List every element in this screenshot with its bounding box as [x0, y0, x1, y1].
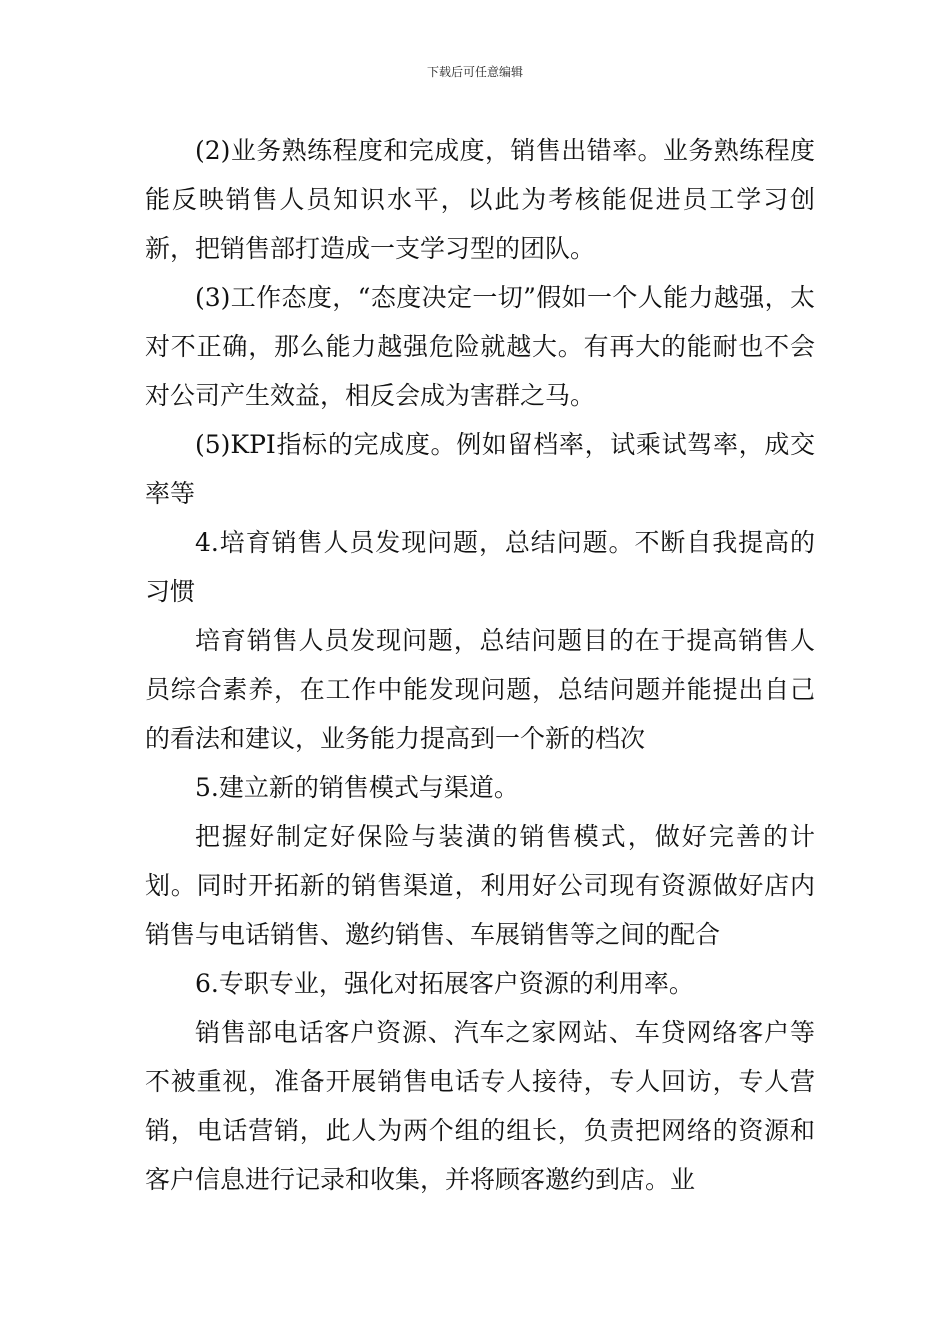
paragraph-cultivate-staff: 培育销售人员发现问题，总结问题目的在于提高销售人员综合素养，在工作中能发现问题，总结问题并能提出自己的看法和建议，业务能力提高到一个新的档次	[145, 626, 815, 753]
paragraph-customer-resources: 销售部电话客户资源、汽车之家网站、车贷网络客户等不被重视，准备开展销售电话专人接待，专人回访，专人营销，电话营销，此人为两个组的组长，负责把网络的资源和客户信息进行记录和收集，并将顾客邀约到店。业	[145, 1018, 815, 1194]
paragraph-kpi-completion: (5)KPI指标的完成度。例如留档率，试乘试驾率，成交率等	[145, 430, 815, 508]
document-body	[145, 126, 815, 1204]
page-header: 下载后可任意编辑	[426, 65, 523, 79]
paragraph-business-proficiency: (2)业务熟练程度和完成度，销售出错率。业务熟练程度能反映销售人员知识水平，以此为考核能促进员工学习创新，把销售部打造成一支学习型的团队。	[145, 136, 815, 263]
paragraph-heading-6: 6.专职专业，强化对拓展客户资源的利用率。	[195, 969, 694, 998]
paragraph-heading-5: 5.建立新的销售模式与渠道。	[195, 773, 519, 802]
paragraph-sales-model: 把握好制定好保险与装潢的销售模式，做好完善的计划。同时开拓新的销售渠道，利用好公司现有资源做好店内销售与电话销售、邀约销售、车展销售等之间的配合	[145, 822, 815, 949]
paragraph-work-attitude: (3)工作态度，“态度决定一切”假如一个人能力越强，太对不正确，那么能力越强危险就越大。有再大的能耐也不会对公司产生效益，相反会成为害群之马。	[145, 283, 815, 410]
paragraph-heading-4: 4.培育销售人员发现问题，总结问题。不断自我提高的习惯	[145, 528, 815, 606]
